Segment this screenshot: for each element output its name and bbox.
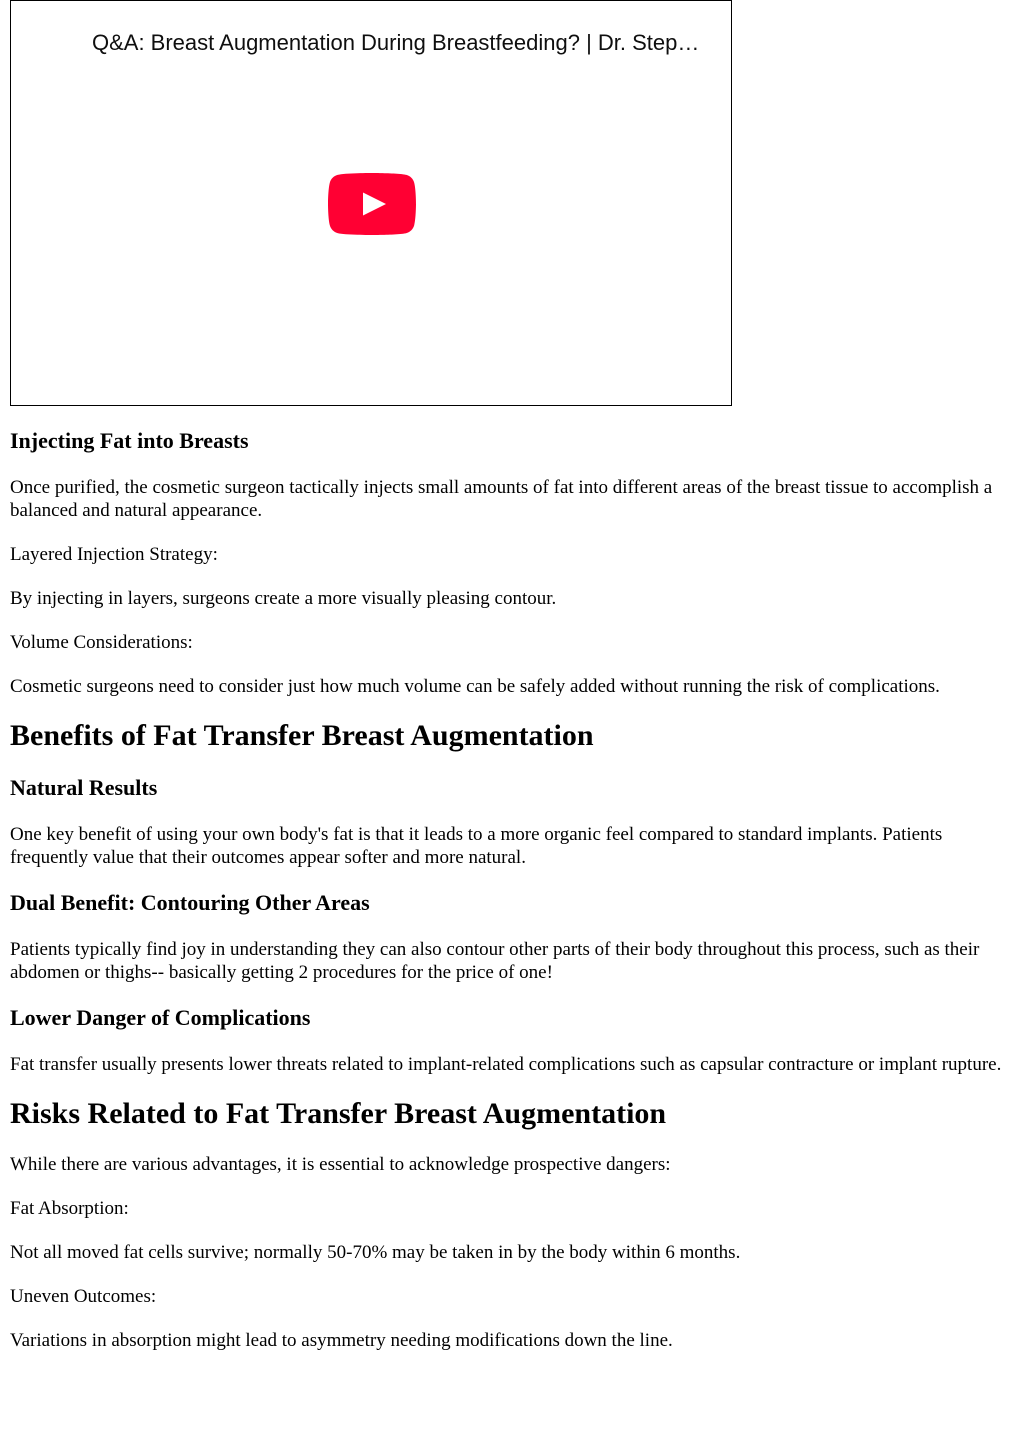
video-embed[interactable] bbox=[10, 0, 732, 406]
paragraph: Layered Injection Strategy: bbox=[10, 544, 218, 565]
paragraph: Uneven Outcomes: bbox=[10, 1286, 157, 1307]
section-heading-injecting: Injecting Fat into Breasts bbox=[10, 428, 249, 453]
paragraph: Once purified, the cosmetic surgeon tactically injects small amounts of fat into different areas of the breast tissue to accomplish a balanced and natural appearance. bbox=[10, 477, 993, 521]
paragraph: Patients typically find joy in understanding they can also contour other parts of their body throughout this process, such as their abdomen or thighs-- basically getting 2 procedures for the price of one! bbox=[10, 939, 980, 983]
paragraph: By injecting in layers, surgeons create a more visually pleasing contour. bbox=[10, 588, 557, 609]
paragraph: Volume Considerations: bbox=[10, 632, 193, 653]
subheading-natural-results: Natural Results bbox=[10, 775, 158, 800]
video-title[interactable]: Q&A: Breast Augmentation During Breastfeeding? | Dr. Step… bbox=[92, 30, 700, 55]
paragraph: Fat transfer usually presents lower threats related to implant-related complications such as capsular contracture or implant rupture. bbox=[10, 1054, 1002, 1075]
subheading-lower-danger: Lower Danger of Complications bbox=[10, 1005, 311, 1030]
paragraph: Cosmetic surgeons need to consider just how much volume can be safely added without running the risk of complications. bbox=[10, 676, 940, 697]
youtube-play-icon[interactable] bbox=[328, 173, 416, 235]
paragraph: Variations in absorption might lead to asymmetry needing modifications down the line. bbox=[10, 1330, 673, 1351]
section-heading-risks: Risks Related to Fat Transfer Breast Augmentation bbox=[10, 1097, 667, 1130]
paragraph: One key benefit of using your own body's fat is that it leads to a more organic feel compared to standard implants. Patients frequently value that their outcomes appear softer and more natural. bbox=[10, 824, 943, 868]
subheading-dual-benefit: Dual Benefit: Contouring Other Areas bbox=[10, 890, 370, 915]
paragraph: While there are various advantages, it is essential to acknowledge prospective dangers: bbox=[10, 1154, 671, 1175]
section-heading-benefits: Benefits of Fat Transfer Breast Augmentation bbox=[10, 719, 594, 752]
paragraph: Not all moved fat cells survive; normally 50-70% may be taken in by the body within 6 months. bbox=[10, 1242, 741, 1263]
paragraph: Fat Absorption: bbox=[10, 1198, 129, 1219]
